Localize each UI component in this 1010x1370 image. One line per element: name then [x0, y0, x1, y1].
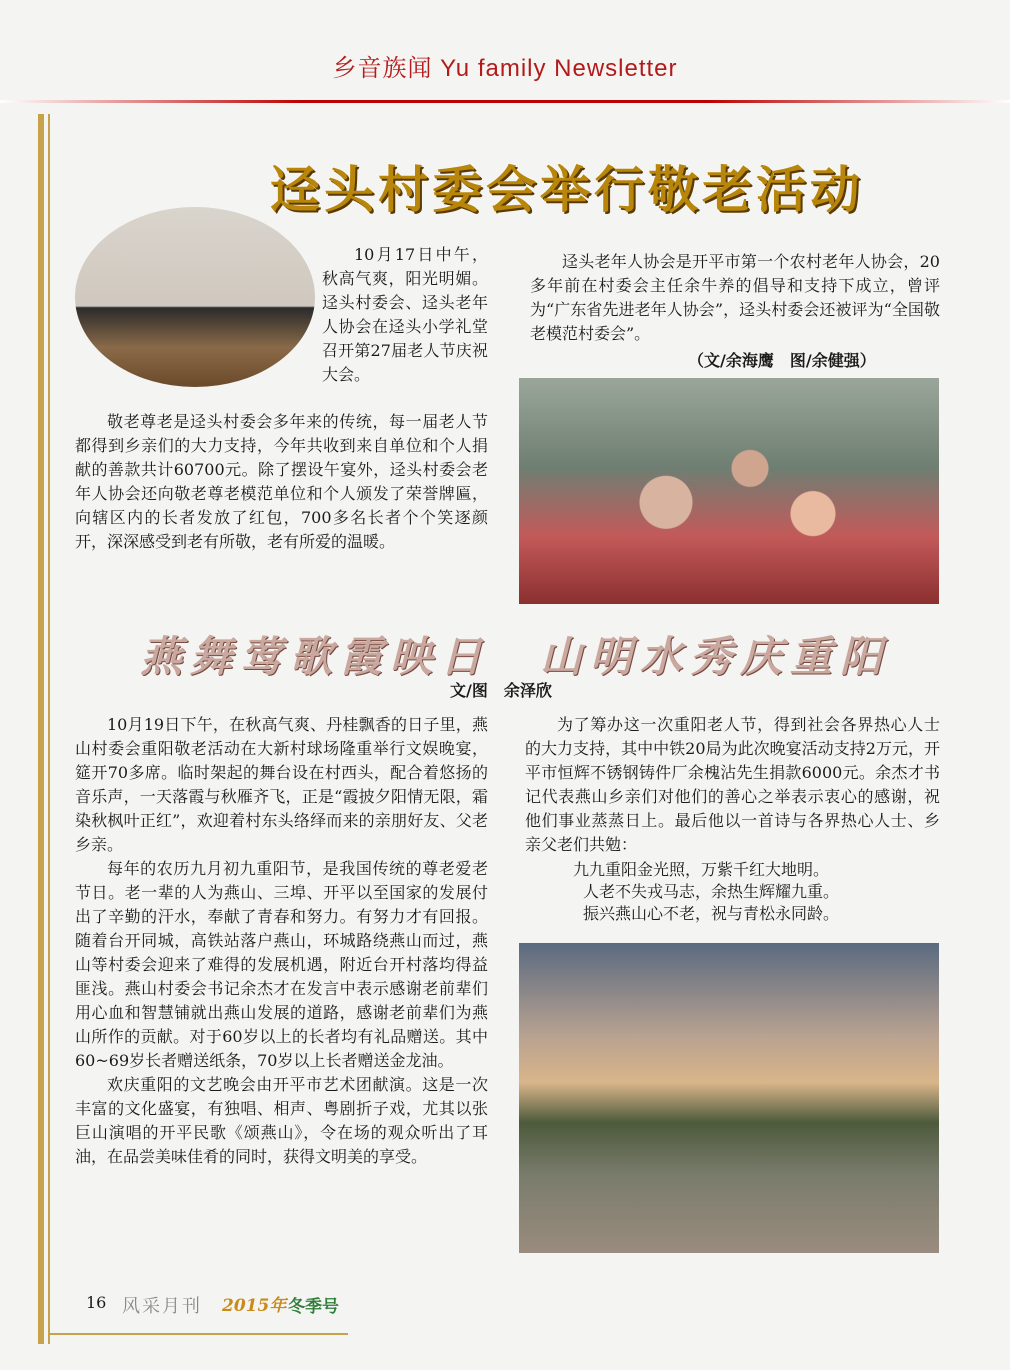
left-gold-line [48, 114, 50, 1344]
article2-paragraph: 欢庆重阳的文艺晚会由开平市艺术团献演。这是一次丰富的文化盛宴，有独唱、相声、粤剧折子戏，尤其以张巨山演唱的开平民歌《颂燕山》，令在场的观众听出了耳油，在品尝美味佳肴的同时，获得文明美的享受。 [75, 1075, 488, 1166]
header-rule [0, 100, 1010, 103]
article2-col2 [525, 713, 940, 925]
article1-body: 敬老尊老是迳头村委会多年来的传统，每一届老人节都得到乡亲们的大力支持，今年共收到来自单位和个人捐献的善款共计60700元。除了摆设午宴外，迳头村委会老年人协会还向敬老尊老模范单位和个人颁发了荣誉牌匾，向辖区内的长者发放了红包，700多名长者个个笑逐颜开，深深感受到老有所敬，老有所爱的温暖。 [75, 412, 488, 551]
bottom-gold-line [48, 1333, 348, 1335]
article2-title: 燕舞莺歌霞映日 山明水秀庆重阳 [140, 632, 891, 681]
article2-byline: 文/图 余泽欣 [450, 681, 552, 700]
page-number: 16 [86, 1293, 107, 1312]
poem-line: 九九重阳金光照，万紫千红大地明。 [573, 860, 830, 879]
banquet-photo [519, 378, 939, 604]
poem-line: 人老不失戎马志，余热生辉耀九重。 [583, 882, 840, 901]
evening-banquet-photo [519, 943, 939, 1253]
article2-paragraph: 为了筹办这一次重阳老人节，得到社会各界热心人士的大力支持，其中中铁20局为此次晚宴活动支持2万元，开平市恒辉不锈钢铸件厂余槐沾先生捐款6000元。余杰才书记代表燕山乡亲们对他们的善心之举表示衷心的感谢，祝他们事业蒸蒸日上。最后他以一首诗与各界热心人士、乡亲父老们共勉： [525, 715, 940, 854]
header-title: 乡音族闻 Yu family Newsletter [332, 55, 678, 82]
newsletter-header [0, 40, 1010, 102]
article1-col2: 迳头老年人协会是开平市第一个农村老年人协会，20多年前在村委会主任余牛养的倡导和支持下成立，曾评为“广东省先进老年人协会”，迳头村委会还被评为“全国敬老模范村委会”。 [530, 252, 940, 343]
poem-line: 振兴燕山心不老，祝与青松永同龄。 [583, 904, 840, 923]
issue-year: 2015年 [222, 1296, 287, 1316]
article1-credit: （文/余海鹰 图/余健强） [688, 351, 876, 370]
article1-intro: 10月17日中午，秋高气爽，阳光明媚。迳头村委会、迳头老年人协会在迳头小学礼堂召开第27届老人节庆祝大会。 [322, 245, 488, 384]
issue-name: 冬季号 [288, 1297, 339, 1317]
left-gold-bar [38, 114, 44, 1344]
article2-paragraph: 10月19日下午，在秋高气爽、丹桂飘香的日子里，燕山村委会重阳敬老活动在大新村球场隆重举行文娱晚宴，筵开70多席。临时架起的舞台设在村西头，配合着悠扬的音乐声，一天落霞与秋雁齐飞，正是“霞披夕阳情无限，霜染秋枫叶正红”，欢迎着村东头络绎而来的亲朋好友、父老乡亲。 [75, 715, 488, 854]
article1-title: 迳头村委会举行敬老活动 [270, 161, 864, 219]
magazine-name: 风采月刊 [122, 1296, 202, 1317]
article2-paragraph: 每年的农历九月初九重阳节，是我国传统的尊老爱老节日。老一辈的人为燕山、三埠、开平以至国家的发展付出了辛勤的汗水，奉献了青春和努力。有努力才有回报。随着台开同城，高铁站落户燕山，环城路绕燕山而过，燕山等村委会迎来了难得的发展机遇，附近台开村落均得益匪浅。燕山村委会书记余杰才在发言中表示感谢老前辈们用心血和智慧铺就出燕山发展的道路，感谢老前辈们为燕山所作的贡献。对于60岁以上的长者均有礼品赠送。其中60~69岁长者赠送纸条，70岁以上长者赠送金龙油。 [75, 859, 488, 1070]
speaker-portrait [75, 207, 315, 387]
poem [525, 859, 940, 925]
article2-col1 [75, 713, 488, 1169]
